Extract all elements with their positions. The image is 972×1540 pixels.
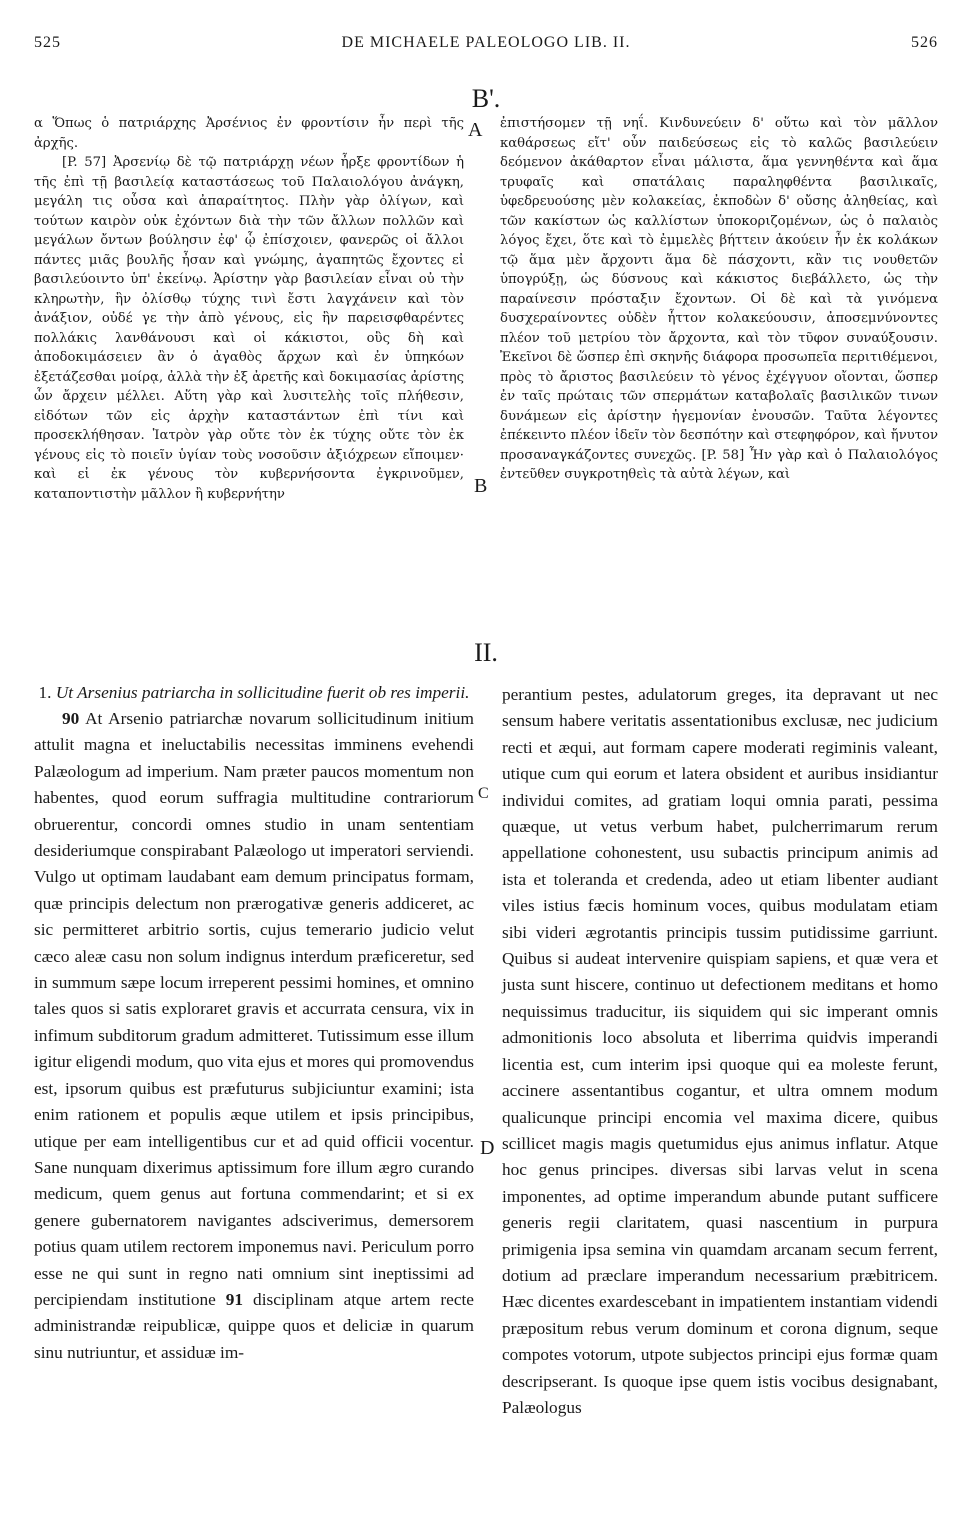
section-letter-greek: B'.: [471, 84, 501, 113]
section-number-91: 91: [225, 1289, 244, 1309]
margin-marker-c: C: [478, 785, 489, 802]
section-number-90: 90: [62, 709, 80, 728]
margin-marker-a: A: [468, 119, 483, 141]
latin-heading: 1. Ut Arsenius patriarcha in sollicitudine fuerit ob res imperii.: [38, 683, 470, 702]
latin-column-right: [502, 682, 938, 1421]
greek-paragraph-left: [P. 57] Ἀρσενίῳ δὲ τῷ πατριάρχῃ νέων ἦρξε φροντίδων ἡ τῆς ἐπὶ τῇ βασιλείᾳ καταστάσεως τοῦ Παλαιολόγου ἀνάγκη, μεγάλη τις οὖσα καὶ ἀπαραίτητος. Πλὴν γὰρ ὀλίγων, καὶ τούτων καιρὸν οὐκ ἐχόντων διὰ τὴν τῶν ἄλλων πολλῶν καὶ μεγάλων ὄντων βούλησιν ἐφ' ᾧ ἐπίσχοιεν, φανερῶς οἱ ἄλλοι πάντες μιᾶς βουλῆς ἦσαν καὶ γνώμης, ἀγαπητῶς ἔχοντες εἰ βασιλεύοιντο ὑπ' ἐκείνῳ. Ἀρίστην γὰρ βασιλείαν εἶναι οὐ τὴν κληρωτὴν, ἣν ὀλίσθῳ τύχης τινὶ ἔστι λαγχάνειν καὶ τὸν ἀνάξιον, οὐδέ γε τὴν ἀπὸ γένους, εἰς ἣν παρεισφθαρέντες πολλάκις λανθάνουσι καὶ οἱ κάκιστοι, οὓς δὴ καὶ ἀποδοκιμάσειεν ἂν ὁ ἀγαθὸς ἄρχων καὶ ἐν ὑπηκόων ἐξετάζεσθαι μοίρᾳ, ἀλλὰ τὴν ἐξ ἀρετῆς καὶ δοκιμασίας ἀρίστης ὧν ἄρχειν μέλλει. Αὕτη γὰρ καὶ λυσιτελὴς τοῖς πλήθεσιν, εἰδότων τῶν εἰς ἀρχὴν καταστάντων ἐπὶ τίνι καὶ προσεκλήθησαν. Ἰατρὸν γὰρ οὔτε τὸν ἐκ τύχης οὔτε τὸν ἐκ γένους εἰς τὸ ποιεῖν ὑγίαν τοὺς νοσοῦσιν ἀξιόχρεων εἴποιμεν· καὶ εἰ ἐκ γένους τὸν κυβερνήσοντα ἐγκρινοῦμεν, καταποντιστὴν μᾶλλον ἢ κυβερνήτην: [34, 155, 464, 502]
greek-paragraph-right: ἐπιστήσομεν τῇ νηΐ. Κινδυνεύειν δ' οὕτω καὶ τὸν μᾶλλον καθάρσεως εἴτ' οὖν παιδεύσεως εἰς τὸ καλῶς βασιλεύειν δεόμενον ἀκάθαρτον εἶναι μάλιστα, ἅμα γεννηθέντα καὶ ἅμα τρυφαῖς καὶ σπατάλαις παραληφθέντα βασιλικαῖς, ὑφεδρευούσης μὲν κολακείας, ἐκποδὼν δ' οὔσης ἀληθείας, καὶ τῶν κακίστων ὡς καλλίστων ὑποκοριζομένων, ὡς ὁ παλαιὸς λόγος ἔχει, ὅτε καὶ τὸ ἐμμελὲς βήττειν ἀκούειν ἦν ἐκ κολάκων τῷ ἅμα μὲν ἄρχοντι ἅμα δὲ πάσχοντι, κἂν τις νουθετῶν ὑπογρύξῃ, ὡς δύσνους καὶ κάκιστος διεβάλλετο, ὡς τὴν παραίνεσιν πρόσταξιν ἔχοντων. Οἱ δὲ καὶ τὰ γινόμενα δυσχεραίνοντες οὐδὲν ἧττον κολακεύουσιν, ἀποσεμνύνοντες πλέον τοῦ μετρίου τὸν ἄρχοντα, καὶ τὸν τῦφον συναύξουσιν. Ἐκεῖνοι δὲ ὥσπερ ἐπὶ σκηνῆς διάφορα προσωπεῖα περιτιθέμενοι, πρὸς τὸ ἄριστος βασιλεύειν τὸ γένος ἐχέγγυον οἴονται, ὥσπερ ἐν ταῖς πρώταις τῶν σπερμάτων καταβολαῖς βασιλικῶν τινων δυνάμεων εἰς ἀρίστην ἡγεμονίαν ἐνουσῶν. Ταῦτα λέγοντες ἐπέκειντο πλέον ἰδεῖν τὸν δεσπότην καὶ στεφηφόρον, καὶ ἤνυτον προσαναγκάζοντες συνεχῶς. [P. 58] Ἦν γὰρ καὶ ὁ Παλαιολόγος ἐντεῦθεν συγκροτηθεὶς τὰ αὐτὰ λέγων, καὶ: [500, 116, 938, 482]
greek-column-right: [500, 114, 938, 485]
latin-column-left: [34, 682, 474, 1366]
page-reference: [P. 58]: [701, 447, 745, 463]
section-numeral-latin: II.: [474, 638, 498, 667]
running-title: DE MICHAELE PALEOLOGO LIB. II.: [341, 34, 631, 51]
note-letter: α: [34, 116, 43, 131]
greek-column-left: [34, 114, 464, 504]
page-number-right: 526: [911, 34, 938, 51]
latin-paragraph-right: perantium pestes, adulatorum greges, ita depravant ut nec sensum habere veritatis assentationibus exclusæ, nec judicium recti et æqui, aut formam capere moderati regiminis valeant, utique cum qui eorum et latera obsident et auribus insidiantur individui comites, ad gratiam loqui omnia parati, pessima quæque, ut vetus verbum habet, pulcherrimarum rerum appellatione cohonestent, usu subactis principum animis ad ista et toleranda et credenda, adeo ut etiam libenter audiant viles istius fæcis hominum voces, quibus modulatam etiam sibi videri ægrotantis principis tussim putidissime garriunt. Quibus si audeat intervenire quispiam sapiens, et quæ vera et justa sunt hiscere, continuo ut defectionem meditans et homo nequissimus traducitur, iis siquidem qui sic imperant omnis admonitionis loco absoluta et liberrima quidvis imperandi licentia est, cum interim ipsi quoque qui ea moleste ferunt, accinere assentantibus cogantur, et ultra omnem modum qualicunque principi encomia vel maxima dicere, quibus scillicet magis magis quetumidus ejus animus inflatur. Atque hoc genus principes. diversas sibi larvas velut in scena imponentes, ad optime imperandum abunde putant sufficere generis regii claritatem, quasi nascentium in purpura primigenia ipsa semina vin quamdam arcanam secum ferrent, dotium ad præclare imperandum necessarium præbitricem. Hæc dicentes exardescebant in impatientem instantiam videndi præpositum rebus verum dominum et corona dignum, seque compotes votorum, utpote subjectos principi ejus formæ quam descripserant. Is quoque ipse quem istis vocibus designabant, Palæologus: [502, 685, 938, 1417]
greek-heading: α Ὅπως ὁ πατριάρχης Ἀρσένιος ἐν φροντίσιν ἦν περὶ τῆς ἀρχῆς.: [34, 116, 464, 151]
latin-paragraph-left: 90 At Arsenio patriarchæ novarum sollicitudinum initium attulit magna et ineluctabilis necessitas imminens evehendi Palæologum ad imperium. Nam præter paucos momentum non habentes, quod eorum suffragia multitudine contrariorum obruerentur, concordi omnes studio in unam sententiam desideriumque conspirabant Palæologo ut imperatori serviendi. Vulgo ut optimam laudabant eam demum principatus formam, quæ principis delectum non prærogativæ generis addiceret, ac sic permitteret arbitrio sortis, cujus temerario judicio velut cæco aleæ casu non solum indignus interdum præficeretur, sed in summum sæpe locum irreperent pessimi homines, et omnino tales quos si satis exploraret gravis et accurrata censura, vix in infimum subditorum gradum admitteret. Tutissimum esse illum igitur eligendi modum, quo vita ejus et mores qui promovendus est, ipsorum quibus est præfuturus subjiciuntur examini; ista enim rationem et populis æque utilem et ipsis principibus, utique per eam intelligentibus cur et ad quid officii vocentur. Sane nunquam dixerimus aptissimum fore illum ægro curando medicum, quem genus aut fortuna commendarint; et si ex genere gubernatorem navigantes adsciverimus, demersorem potius quam utilem rectorem imponemus navi. Periculum porro esse ne qui sunt in regno nati omnium sint ineptissimi ad percipiendam institutione 91 disciplinam atque artem recte administrandæ reipublicæ, quippe quos et deliciæ in quarum sinu nutriuntur, et assiduæ im-: [34, 709, 474, 1362]
page-number-left: 525: [34, 34, 61, 51]
margin-marker-d: D: [480, 1137, 495, 1159]
page-reference: [P. 57]: [62, 155, 107, 170]
running-header: [34, 34, 938, 56]
margin-marker-b: B: [474, 475, 488, 497]
